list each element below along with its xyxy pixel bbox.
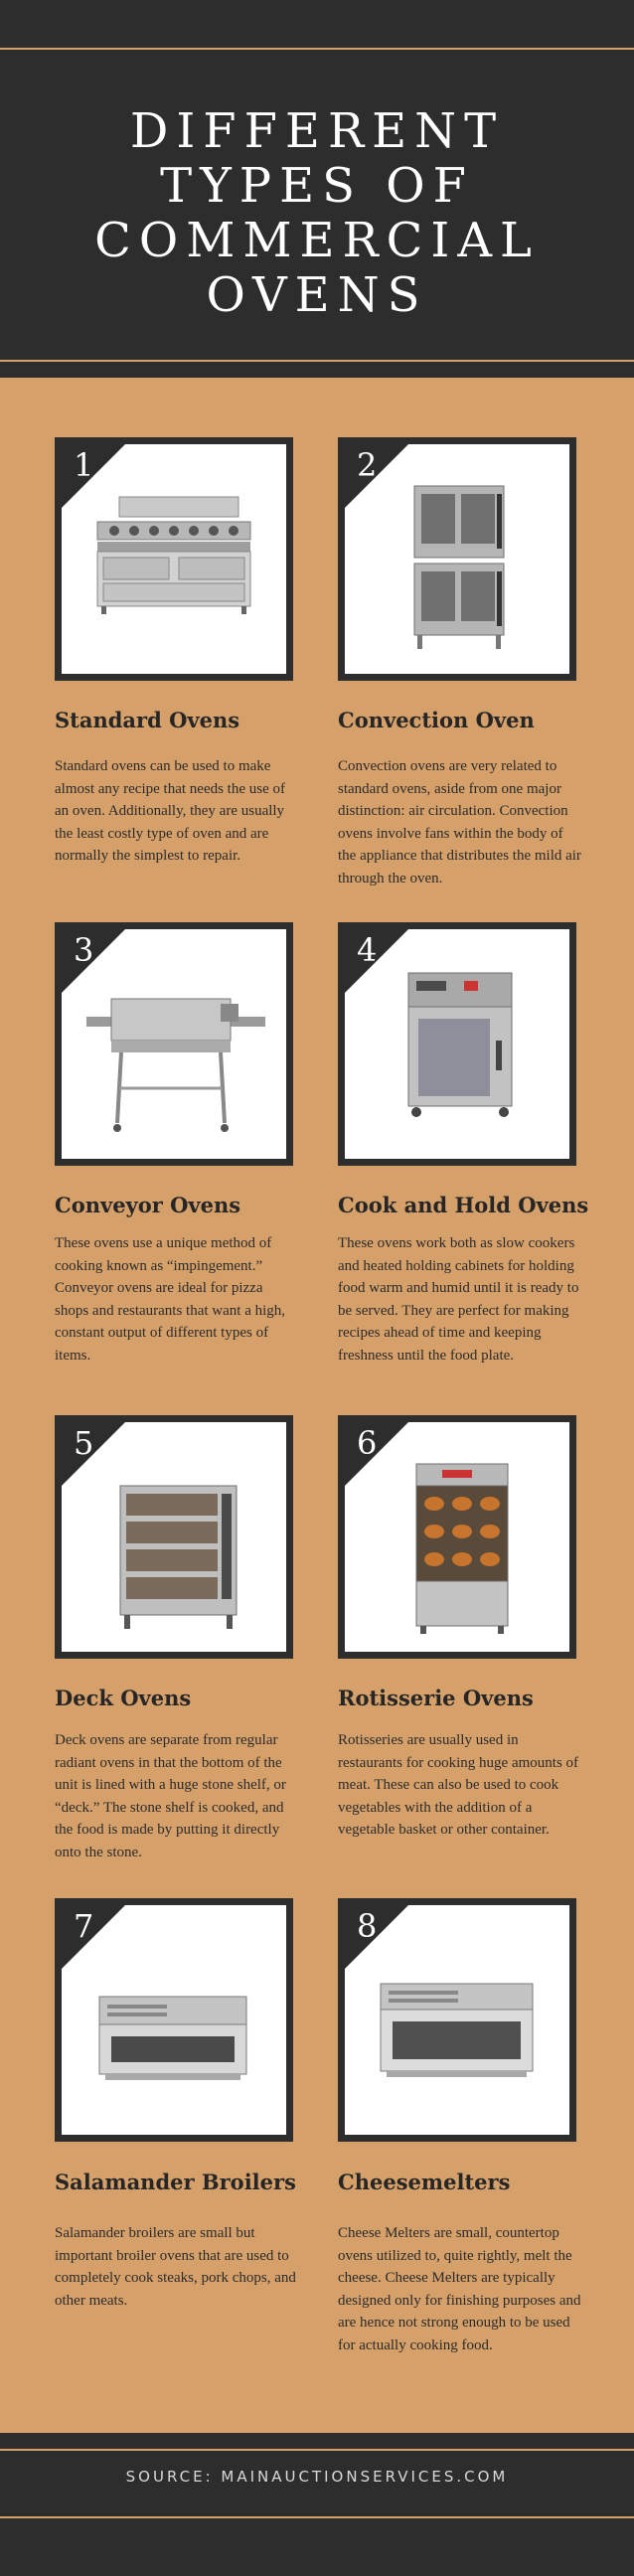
rotisserie-oven-icon xyxy=(412,1462,512,1636)
item-description: Cheese Melters are small, countertop ovens utilized to, quite rightly, melt the cheese. Cheese Melters are typically designed only for finishing purposes and are hence not strong enough to be used for actually cooking food. xyxy=(338,2225,581,2353)
item-description: Standard ovens can be used to make almost any recipe that needs the use of an oven. Additionally, they are usually the least costly type of oven and are normally the simplest to repair. xyxy=(55,758,286,864)
source-credit: SOURCE: MAINAUCTIONSERVICES.COM xyxy=(125,2468,509,2486)
cook-hold-oven-icon xyxy=(404,971,516,1120)
range-oven-icon xyxy=(89,492,258,616)
oven-card-4 xyxy=(338,922,576,1166)
oven-card-2 xyxy=(338,437,576,681)
oven-card-1 xyxy=(55,437,293,681)
item-number: 4 xyxy=(357,931,378,969)
footer-top-rule xyxy=(0,2449,634,2451)
oven-card-8 xyxy=(338,1898,576,2142)
item-number: 3 xyxy=(74,931,94,969)
item-number: 5 xyxy=(74,1424,94,1462)
deck-oven-icon xyxy=(116,1484,240,1633)
item-heading: Deck Ovens xyxy=(55,1686,192,1710)
header-top-rule xyxy=(0,48,634,50)
oven-card-5 xyxy=(55,1415,293,1659)
item-number: 1 xyxy=(74,446,94,484)
cheesemelter-icon xyxy=(375,1980,539,2089)
item-number: 8 xyxy=(357,1907,378,1945)
oven-card-7 xyxy=(55,1898,293,2142)
header-bottom-rule xyxy=(0,360,634,362)
item-description: These ovens work both as slow cookers and heated holding cabinets for holding food warm and humid until it is ready to be served. They are perfect for making recipes ahead of time and keeping freshness until the food plate. xyxy=(338,1235,579,1364)
conveyor-oven-icon xyxy=(81,989,270,1138)
item-description: Rotisseries are usually used in restaurants for cooking huge amounts of meat. These can also be used to cook vegetables with the addition of a vegetable basket or other container. xyxy=(338,1732,579,1838)
item-number: 7 xyxy=(74,1907,94,1945)
footer-banner xyxy=(0,2433,634,2576)
item-description: Deck ovens are separate from regular radiant ovens in that the bottom of the unit is lined with a huge stone shelf, or “deck.” The stone shelf is cooked, and the food is made by putting it directly onto the stone. xyxy=(55,1732,286,1860)
item-description: These ovens use a unique method of cooking known as “impingement.” Conveyor ovens are ideal for pizza shops and restaurants that want a high, constant output of different types of items. xyxy=(55,1235,286,1364)
oven-card-6 xyxy=(338,1415,576,1659)
page-title: DIFFERENT TYPES OF COMMERCIAL OVENS xyxy=(94,103,540,323)
item-heading: Cook and Hold Ovens xyxy=(338,1193,589,1217)
item-heading: Standard Ovens xyxy=(55,708,240,732)
convection-oven-icon xyxy=(409,484,509,653)
item-heading: Salamander Broilers xyxy=(55,2170,296,2194)
item-heading: Rotisserie Ovens xyxy=(338,1686,534,1710)
item-number: 6 xyxy=(357,1424,378,1462)
item-description: Salamander broilers are small but important broiler ovens that are used to completely cook steaks, pork chops, and other meats. xyxy=(55,2225,296,2309)
oven-card-3 xyxy=(55,922,293,1166)
item-number: 2 xyxy=(357,446,378,484)
footer-bottom-rule xyxy=(0,2516,634,2518)
item-description: Convection ovens are very related to standard ovens, aside from one major distinction: air circulation. Convection ovens involve fans within the body of the appliance that distributes the mild air through the oven. xyxy=(338,758,581,886)
item-heading: Cheesemelters xyxy=(338,2170,511,2194)
item-heading: Conveyor Ovens xyxy=(55,1193,241,1217)
salamander-broiler-icon xyxy=(93,1993,252,2092)
item-heading: Convection Oven xyxy=(338,708,535,732)
